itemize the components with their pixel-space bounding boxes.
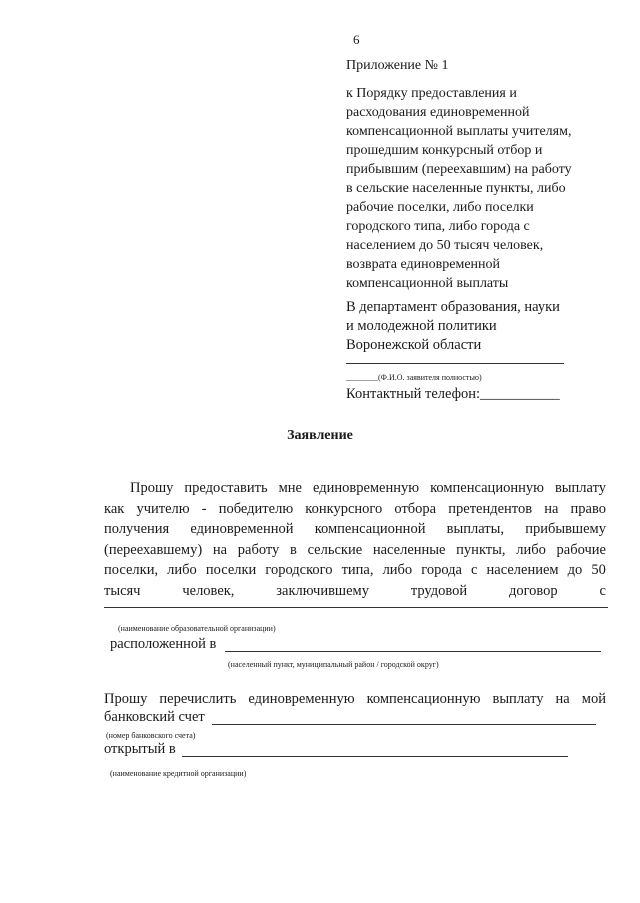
addressee-block (346, 298, 560, 355)
annex-line: рабочие поселки, либо поселки (346, 200, 534, 215)
word: либо (382, 562, 413, 578)
paragraph-row (104, 581, 606, 602)
location-hint: (населенный пункт, муниципальный район / городской округ) (228, 660, 439, 669)
annex-line: прибывшим (переехавшим) на работу (346, 162, 572, 177)
document-heading: Заявление (287, 428, 353, 443)
annex-line: возврата единовременной (346, 257, 501, 272)
account-line (212, 724, 596, 725)
word: мне (278, 480, 302, 496)
transfer-paragraph (104, 689, 606, 710)
word: Прошу (104, 691, 148, 707)
fio-line (346, 363, 564, 364)
word: победителю (218, 500, 294, 517)
word: выплату (492, 691, 544, 707)
word: претендентов (448, 500, 533, 517)
paragraph-row (104, 478, 606, 499)
word: человек, (182, 582, 235, 599)
word: сельские (307, 541, 363, 558)
word: либо (167, 562, 197, 578)
word: учителю (136, 500, 190, 517)
addressee-line: В департамент образования, науки (346, 299, 560, 315)
word: компенсационную (430, 480, 544, 496)
word: пункты, (456, 541, 506, 558)
word: трудовой (410, 582, 468, 599)
word: поселки, (104, 562, 159, 578)
annex-title: Приложение № 1 (346, 58, 449, 73)
account-label: банковский счет (104, 709, 205, 725)
word: право (570, 500, 606, 517)
word: до (567, 562, 583, 578)
word: городского (265, 562, 333, 578)
annex-line: прошедшим конкурсный отбор и (346, 143, 543, 158)
annex-line: населением до 50 тысяч человек, (346, 238, 544, 253)
phone-label: Контактный телефон:___________ (346, 386, 560, 402)
word: населением (486, 562, 559, 578)
paragraph-row (104, 499, 606, 520)
word: заключившему (276, 582, 369, 599)
word: либо (516, 541, 546, 558)
word: перечислить (159, 691, 237, 707)
word: города (421, 562, 462, 578)
word: - (201, 500, 207, 517)
word: как (104, 500, 125, 517)
word: типа, (341, 562, 374, 578)
annex-line: к Порядку предоставления и (346, 86, 517, 101)
paragraph-row (104, 689, 606, 710)
word: на (212, 541, 228, 558)
word: в (290, 541, 297, 558)
word: мой (581, 691, 606, 707)
word: работу (237, 541, 280, 558)
paragraph-row (104, 519, 606, 540)
word: компенсационной (314, 521, 426, 537)
bank-line (182, 756, 568, 757)
word: выплаты, (446, 521, 504, 537)
word: (переехавшему) (104, 541, 203, 558)
paragraph-row (104, 560, 606, 581)
account-hint: (номер банковского счета) (106, 731, 196, 740)
bank-hint: (наименование кредитной организации) (110, 769, 247, 778)
page-number: 6 (353, 32, 360, 47)
word: компенсационную (366, 691, 481, 707)
annex-line: расходования единовременной (346, 105, 530, 120)
word: поселки (205, 562, 257, 578)
organization-line (104, 607, 608, 608)
word: с (471, 562, 478, 578)
word: Прошу (130, 480, 174, 496)
word: с (599, 582, 606, 599)
word: единовременной (190, 521, 294, 537)
word: единовременную (312, 480, 420, 496)
fio-hint: ________(Ф.И.О. заявителя полностью) (346, 373, 482, 382)
location-line (225, 651, 601, 652)
addressee-line: Воронежской области (346, 337, 482, 353)
paragraph-row (104, 540, 606, 561)
annex-line: в сельские населенные пункты, либо (346, 181, 566, 196)
annex-line: городского типа, либо города с (346, 219, 530, 234)
word: тысяч (104, 582, 141, 599)
word: единовременную (248, 691, 355, 707)
request-paragraph (104, 478, 606, 601)
addressee-line: и молодежной политики (346, 318, 497, 334)
word: отбора (394, 500, 437, 517)
annex-description (346, 84, 616, 293)
word: конкурсного (305, 500, 383, 517)
word: получения (104, 521, 170, 537)
located-label: расположенной в (110, 636, 217, 652)
word: 50 (591, 562, 606, 578)
word: выплату (554, 480, 606, 496)
word: договор (508, 582, 558, 599)
organization-hint: (наименование образовательной организации) (118, 624, 276, 633)
opened-label: открытый в (104, 741, 176, 757)
word: прибывшему (525, 521, 606, 537)
word: на (555, 691, 570, 707)
word: на (544, 500, 559, 517)
annex-line: компенсационной выплаты (346, 276, 509, 291)
word: населенные (372, 541, 446, 558)
word: рабочие (556, 541, 606, 558)
annex-line: компенсационной выплаты учителям, (346, 124, 572, 139)
word: предоставить (184, 480, 268, 496)
